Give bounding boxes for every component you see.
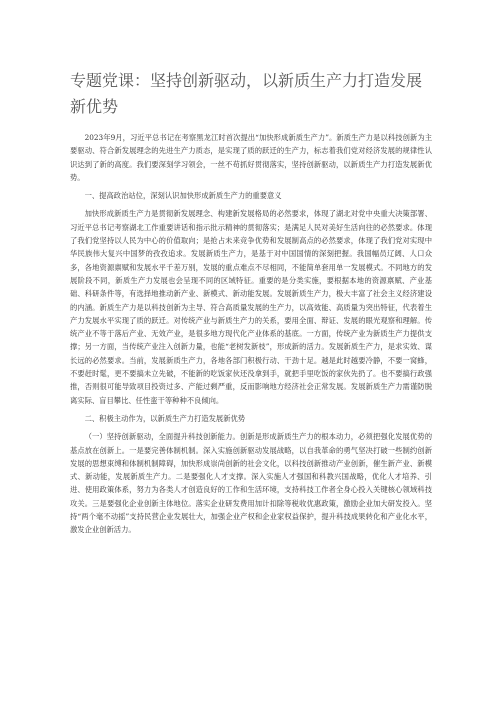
section-2-heading: 二、积极主动作为，以新质生产力打造发展新优势 [84,413,246,423]
section-2-paragraph: （一）坚持创新驱动，全面提升科技创新能力。创新是形成新质生产力的根本动力，必须把强化发展优势的基点放在创新上。一是要完善体制机制。深入实施创新驱动发展战略，以自我革命的勇气坚决打破一些制约创新发展的思想束缚和体制机制障碍，加快形成崇尚创新的社会文化，以科技创新推动产业创新，催生新产业、新模式、新动能，发展新质生产力。二是要强化人才支撑。深入实施人才强国和科教兴国战略，优化人才培养、引进、使用政策体系，努力为各类人才创造良好的工作和生活环境，支持科技工作者全身心投入关键核心领域科技攻关。三是要强化企业创新主体地位。落实企业研发费用加计扣除等税收优惠政策，激励企业加大研发投入。坚持“两个毫不动摇”支持民营企业发展壮大，加强企业产权和企业家权益保护，提升科技成果转化和产业化水平，激发企业创新活力。 [70,432,432,535]
document-title: 专题党课：坚持创新驱动，以新质生产力打造发展新优势 [70,71,423,116]
intro-paragraph: 2023年9月，习近平总书记在考察黑龙江时首次提出“加快形成新质生产力”。新质生产力是以科技创新为主要驱动、符合新发展理念的先进生产力质态，是实现了质的跃迁的生产力，标志着我们党对经济发展的规律性认识达到了新的高度。我们要深刻学习领会，一丝不苟抓好贯彻落实，坚持创新驱动，以新质生产力打造发展新优势。 [70,133,432,182]
section-1-paragraph: 加快形成新质生产力是贯彻新发展理念、构建新发展格局的必然要求，体现了湖北对党中央重大决策部署、习近平总书记考察湖北工作重要讲话和指示批示精神的贯彻落实；是满足人民对美好生活向往的必然要求。体现了我们党坚持以人民为中心的价值取向；是抢占未来竞争优势和发展制高点的必然要求，体现了我们党对实现中华民族伟大复兴中国梦的孜孜追求。发展新质生产力，是基于对中国国情的深刻把握。我国幅员辽阔、人口众多，各地资源禀赋和发展水平千差万别，发展的重点难点不尽相同，不能简单套用单一发展模式。不同地方的发展阶段不同，新质生产力发展也会呈现不同的区域特征。重要的是分类实施，要根据本地的资源禀赋、产业基础、科研条件等，有选择地推动新产业、新模式、新动能发展。发展新质生产力，极大丰富了社会主义经济建设的内涵。新质生产力是以科技创新为主导、符合高质量发展的生产力，以高效能、高质量为突出特征，代表着生产力发展水平实现了质的跃迁。对传统产业与新质生产力的关系，要用全面、辩证、发展的眼光观察和理解。传统产业不等于落后产业、无效产业，是很多地方现代化产业体系的基底。一方面，传统产业为新质生产力提供支撑；另一方面，当传统产业注入创新力量，也能“老树发新枝”，形成新的活力。发展新质生产力，是求实效、谋长远的必然要求。当前，发展新质生产力，各地各部门积极行动、干劲十足。越是此时越要冷静，不要一窝蜂，不要赶时髦，更不要搞未立先破，不能新的吃饭家伙还没拿到手，就把手里吃饭的家伙先扔了。也不要搞行政强推，否则很可能导致项目投资过多、产能过剩严重，反而影响地方经济社会正常发展。发展新质生产力需谨防脱离实际、盲目攀比、任性蛮干等种种不良倾向。 [70,209,432,405]
document-body [70,131,432,537]
section-1-heading: 一、提高政治站位，深刻认识加快形成新质生产力的重要意义 [84,191,282,201]
